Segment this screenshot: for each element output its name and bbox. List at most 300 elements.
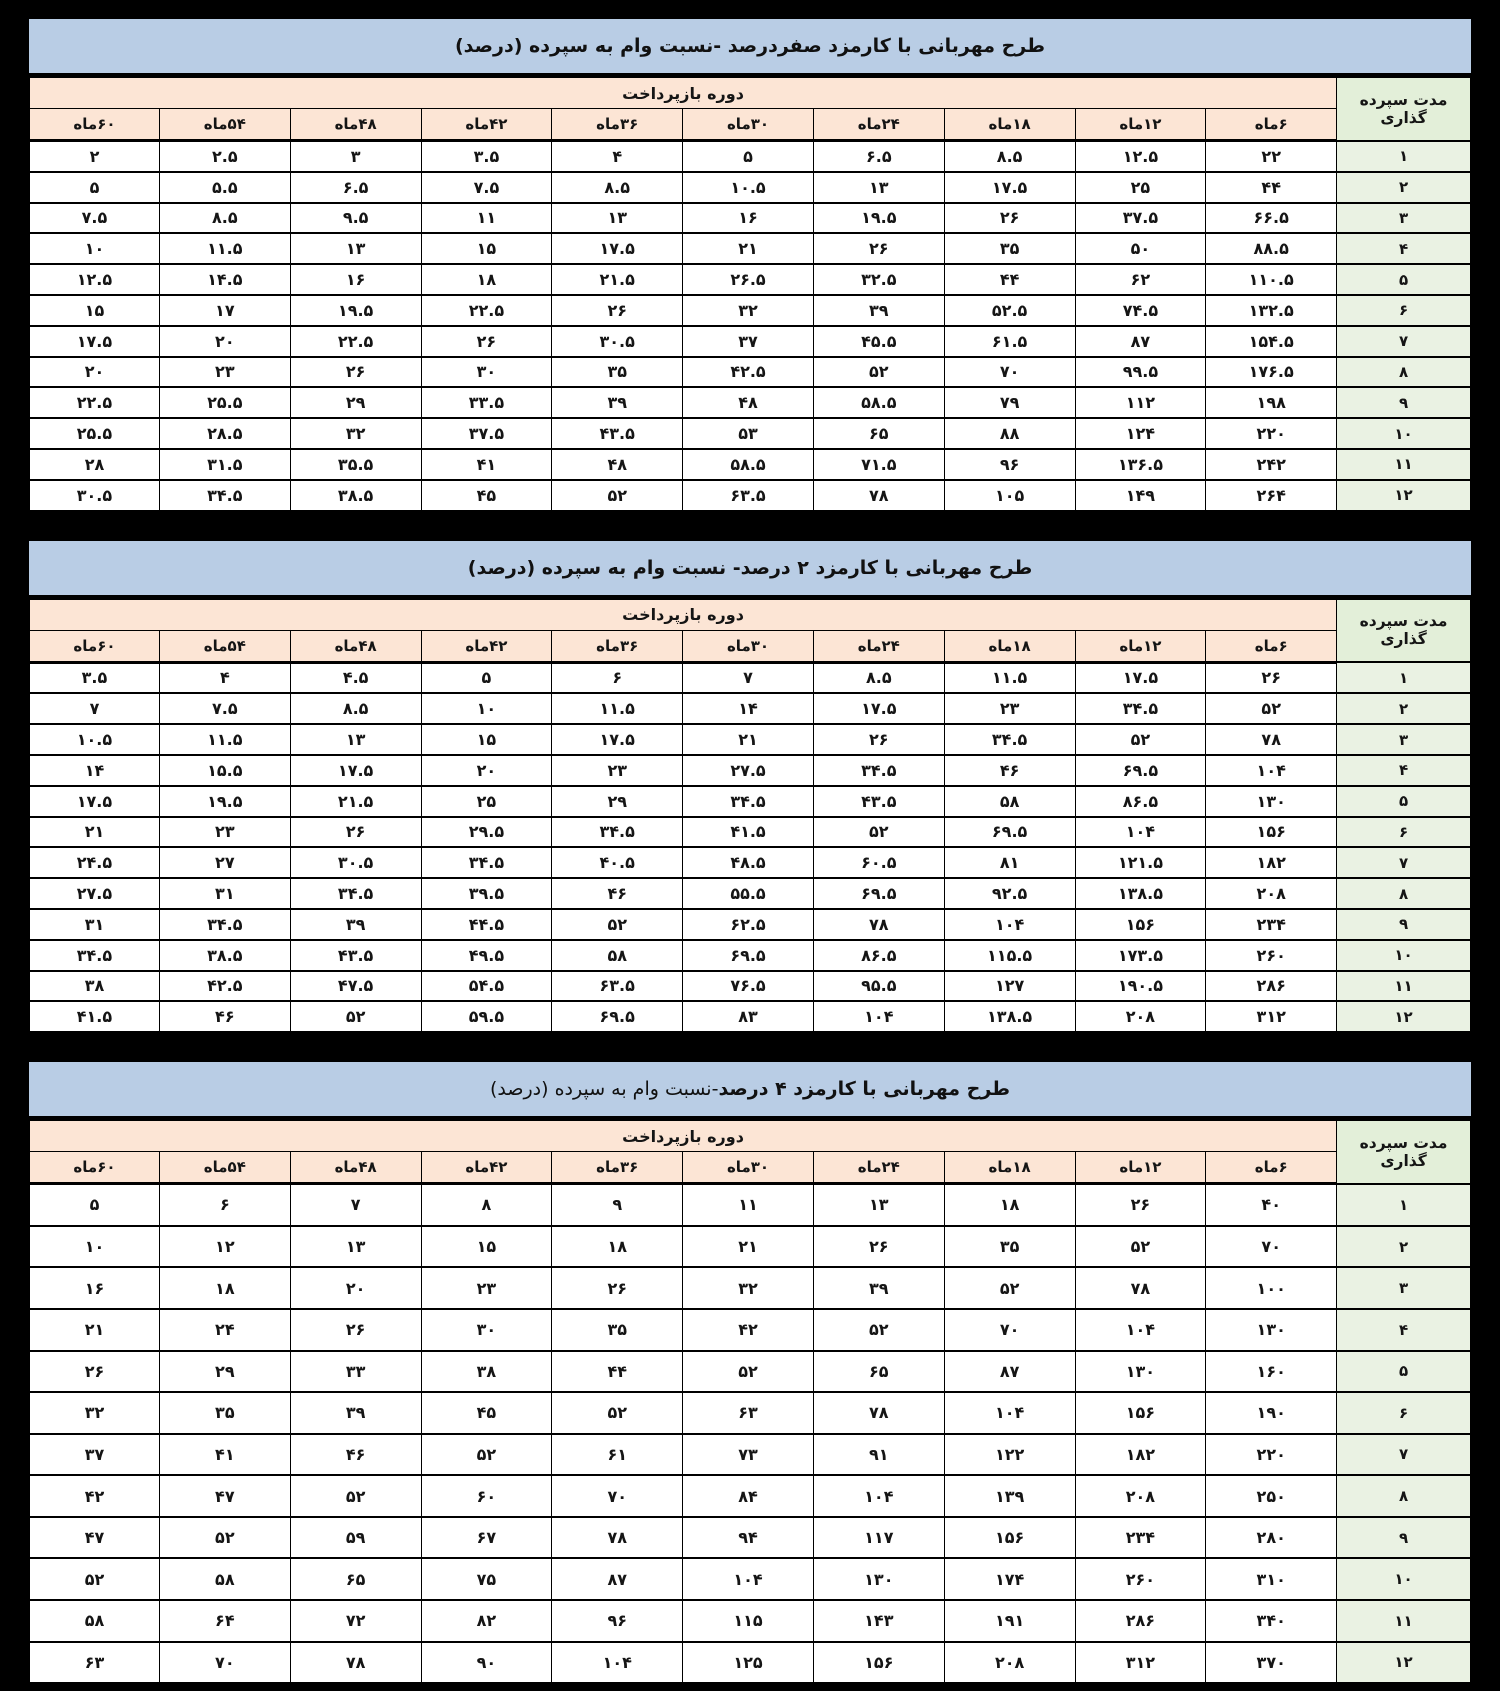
ratio-value-cell: ۳۴.۵ — [552, 817, 683, 848]
ratio-value-cell: ۱۳ — [813, 1184, 944, 1226]
table-row — [29, 233, 1472, 264]
ratio-value-cell: ۵ — [29, 1184, 160, 1226]
ratio-value-cell: ۱۴۳ — [813, 1600, 944, 1642]
ratio-value-cell: ۷۰ — [552, 1475, 683, 1517]
ratio-value-cell: ۲۵ — [421, 786, 552, 817]
header-row-top — [29, 1120, 1472, 1152]
month-column-header: ۶۰ماه — [29, 1152, 160, 1184]
ratio-value-cell: ۱۹۰ — [1206, 1392, 1337, 1434]
ratio-value-cell: ۲۶ — [1206, 662, 1337, 693]
ratio-value-cell: ۷.۵ — [29, 203, 160, 234]
ratio-value-cell: ۷۸ — [1075, 1267, 1206, 1309]
month-column-header: ۴۸ماه — [290, 109, 421, 141]
header-row-top — [29, 77, 1472, 109]
ratio-value-cell: ۴۱.۵ — [683, 817, 814, 848]
ratio-value-cell: ۱۱۵ — [683, 1600, 814, 1642]
month-column-header: ۶۰ماه — [29, 630, 160, 662]
table-body — [29, 662, 1472, 1033]
ratio-value-cell: ۴۴ — [552, 1351, 683, 1393]
loan-to-deposit-table-four-percent — [27, 1118, 1473, 1685]
ratio-value-cell: ۳۴.۵ — [813, 755, 944, 786]
ratio-value-cell: ۲۲۰ — [1206, 1434, 1337, 1476]
ratio-value-cell: ۵۹ — [290, 1517, 421, 1559]
ratio-value-cell: ۱۳۸.۵ — [1075, 878, 1206, 909]
ratio-value-cell: ۴ — [159, 662, 290, 693]
ratio-value-cell: ۳۸.۵ — [159, 940, 290, 971]
table-row — [29, 786, 1472, 817]
deposit-duration-value: ۱۰ — [1337, 1558, 1472, 1600]
ratio-value-cell: ۶۶.۵ — [1206, 203, 1337, 234]
deposit-duration-value: ۹ — [1337, 1517, 1472, 1559]
ratio-value-cell: ۲۶ — [29, 1351, 160, 1393]
deposit-duration-value: ۷ — [1337, 847, 1472, 878]
month-column-header: ۳۰ماه — [683, 109, 814, 141]
ratio-value-cell: ۳۷.۵ — [1075, 203, 1206, 234]
ratio-value-cell: ۱۹.۵ — [813, 203, 944, 234]
table-row — [29, 909, 1472, 940]
ratio-value-cell: ۱۲.۵ — [1075, 141, 1206, 172]
deposit-duration-value: ۱۱ — [1337, 971, 1472, 1002]
ratio-value-cell: ۵۲.۵ — [944, 295, 1075, 326]
table-row — [29, 1267, 1472, 1309]
ratio-value-cell: ۲۴.۵ — [29, 847, 160, 878]
ratio-value-cell: ۳۱ — [29, 909, 160, 940]
ratio-value-cell: ۱۵ — [421, 1226, 552, 1268]
ratio-value-cell: ۸.۵ — [944, 141, 1075, 172]
deposit-duration-value: ۳ — [1337, 724, 1472, 755]
table-row — [29, 295, 1472, 326]
ratio-value-cell: ۶۲.۵ — [683, 909, 814, 940]
ratio-value-cell: ۶.۵ — [290, 172, 421, 203]
ratio-value-cell: ۶۹.۵ — [552, 1001, 683, 1032]
deposit-duration-value: ۴ — [1337, 755, 1472, 786]
ratio-value-cell: ۱۵۶ — [1075, 909, 1206, 940]
table-row — [29, 817, 1472, 848]
deposit-duration-header: مدت سپرده گذاری — [1337, 1120, 1472, 1184]
ratio-value-cell: ۲۰ — [290, 1267, 421, 1309]
ratio-value-cell: ۱۹۰.۵ — [1075, 971, 1206, 1002]
ratio-value-cell: ۳۹ — [813, 1267, 944, 1309]
ratio-value-cell: ۴۴ — [944, 264, 1075, 295]
ratio-value-cell: ۲۶ — [813, 1226, 944, 1268]
ratio-value-cell: ۹.۵ — [290, 203, 421, 234]
ratio-value-cell: ۸.۵ — [813, 662, 944, 693]
deposit-duration-value: ۸ — [1337, 357, 1472, 388]
ratio-value-cell: ۱۲۱.۵ — [1075, 847, 1206, 878]
month-column-header: ۴۸ماه — [290, 1152, 421, 1184]
ratio-value-cell: ۱۷.۵ — [552, 233, 683, 264]
ratio-value-cell: ۱۵ — [421, 724, 552, 755]
ratio-value-cell: ۱۵۴.۵ — [1206, 326, 1337, 357]
month-columns-row — [29, 630, 1472, 662]
ratio-value-cell: ۲۱.۵ — [290, 786, 421, 817]
ratio-value-cell: ۵۸.۵ — [683, 449, 814, 480]
ratio-value-cell: ۱۳۰ — [1206, 1309, 1337, 1351]
ratio-value-cell: ۲۶ — [421, 326, 552, 357]
ratio-value-cell: ۶ — [552, 662, 683, 693]
ratio-value-cell: ۳۷ — [683, 326, 814, 357]
ratio-value-cell: ۳۴.۵ — [159, 909, 290, 940]
ratio-value-cell: ۱۲۵ — [683, 1642, 814, 1684]
ratio-value-cell: ۳۴.۵ — [1075, 693, 1206, 724]
ratio-value-cell: ۷۳ — [683, 1434, 814, 1476]
ratio-value-cell: ۱۸ — [552, 1226, 683, 1268]
loan-to-deposit-table-zero-percent — [27, 75, 1473, 513]
ratio-value-cell: ۱۱ — [683, 1184, 814, 1226]
ratio-value-cell: ۸۷ — [944, 1351, 1075, 1393]
ratio-value-cell: ۶۳ — [683, 1392, 814, 1434]
ratio-value-cell: ۷۱.۵ — [813, 449, 944, 480]
ratio-value-cell: ۵۸ — [944, 786, 1075, 817]
ratio-value-cell: ۴۸ — [552, 449, 683, 480]
table-row — [29, 1001, 1472, 1032]
ratio-value-cell: ۲۲.۵ — [290, 326, 421, 357]
ratio-value-cell: ۶۵ — [813, 1351, 944, 1393]
ratio-value-cell: ۴۲ — [683, 1309, 814, 1351]
ratio-value-cell: ۶۰.۵ — [813, 847, 944, 878]
ratio-value-cell: ۳۴.۵ — [159, 480, 290, 511]
ratio-value-cell: ۷.۵ — [159, 693, 290, 724]
table-row — [29, 357, 1472, 388]
ratio-value-cell: ۴۱ — [159, 1434, 290, 1476]
ratio-value-cell: ۱۲۴ — [1075, 418, 1206, 449]
table-body — [29, 1184, 1472, 1684]
ratio-value-cell: ۱۵۶ — [1206, 817, 1337, 848]
ratio-value-cell: ۲۸۰ — [1206, 1517, 1337, 1559]
table-row — [29, 971, 1472, 1002]
ratio-value-cell: ۱۷.۵ — [290, 755, 421, 786]
ratio-value-cell: ۳۸ — [29, 971, 160, 1002]
ratio-value-cell: ۱۷۶.۵ — [1206, 357, 1337, 388]
table-row — [29, 1434, 1472, 1476]
month-column-header: ۱۸ماه — [944, 1152, 1075, 1184]
ratio-value-cell: ۲۷.۵ — [29, 878, 160, 909]
deposit-duration-value: ۶ — [1337, 817, 1472, 848]
ratio-value-cell: ۹۲.۵ — [944, 878, 1075, 909]
ratio-value-cell: ۲۳ — [159, 817, 290, 848]
ratio-value-cell: ۶۳.۵ — [552, 971, 683, 1002]
month-column-header: ۵۴ماه — [159, 109, 290, 141]
ratio-value-cell: ۵۲ — [552, 909, 683, 940]
ratio-value-cell: ۳۳.۵ — [421, 387, 552, 418]
ratio-value-cell: ۴۴.۵ — [421, 909, 552, 940]
ratio-value-cell: ۱۷.۵ — [29, 326, 160, 357]
ratio-value-cell: ۱۷۴ — [944, 1558, 1075, 1600]
ratio-value-cell: ۲۲.۵ — [421, 295, 552, 326]
ratio-value-cell: ۱۵۶ — [1075, 1392, 1206, 1434]
ratio-value-cell: ۳۲ — [683, 1267, 814, 1309]
table-row — [29, 1600, 1472, 1642]
table-title-two-percent — [27, 539, 1473, 597]
ratio-value-cell: ۴۱.۵ — [29, 1001, 160, 1032]
ratio-value-cell: ۱۵۶ — [813, 1642, 944, 1684]
ratio-value-cell: ۲۶ — [290, 357, 421, 388]
table-section-two-percent — [27, 539, 1473, 1035]
ratio-value-cell: ۱۶ — [29, 1267, 160, 1309]
ratio-value-cell: ۳۹ — [813, 295, 944, 326]
ratio-value-cell: ۴۵ — [421, 1392, 552, 1434]
ratio-value-cell: ۲۳ — [552, 755, 683, 786]
month-column-header: ۱۸ماه — [944, 109, 1075, 141]
ratio-value-cell: ۱۶ — [290, 264, 421, 295]
ratio-value-cell: ۵.۵ — [159, 172, 290, 203]
deposit-duration-value: ۷ — [1337, 1434, 1472, 1476]
table-section-zero-percent — [27, 17, 1473, 513]
ratio-value-cell: ۷۰ — [944, 357, 1075, 388]
month-column-header: ۳۶ماه — [552, 109, 683, 141]
table-section-four-percent — [27, 1060, 1473, 1685]
ratio-value-cell: ۳ — [290, 141, 421, 172]
ratio-value-cell: ۳۹ — [290, 1392, 421, 1434]
ratio-value-cell: ۵۲ — [813, 817, 944, 848]
ratio-value-cell: ۸۸.۵ — [1206, 233, 1337, 264]
deposit-duration-value: ۴ — [1337, 1309, 1472, 1351]
deposit-duration-value: ۱۱ — [1337, 1600, 1472, 1642]
ratio-value-cell: ۷۵ — [421, 1558, 552, 1600]
ratio-value-cell: ۱۱۷ — [813, 1517, 944, 1559]
ratio-value-cell: ۱۹۸ — [1206, 387, 1337, 418]
deposit-duration-value: ۳ — [1337, 203, 1472, 234]
ratio-value-cell: ۵۲ — [1206, 693, 1337, 724]
month-column-header: ۴۲ماه — [421, 109, 552, 141]
ratio-value-cell: ۱۸۲ — [1206, 847, 1337, 878]
ratio-value-cell: ۲۶ — [552, 295, 683, 326]
ratio-value-cell: ۱۴ — [29, 755, 160, 786]
ratio-value-cell: ۲۱ — [29, 1309, 160, 1351]
table-row — [29, 418, 1472, 449]
table-title-text: طرح مهربانی با کارمزد ۴ درصد — [718, 1078, 1011, 1101]
table-row — [29, 480, 1472, 511]
ratio-value-cell: ۵۸.۵ — [813, 387, 944, 418]
ratio-value-cell: ۱۳ — [290, 1226, 421, 1268]
ratio-value-cell: ۲۲۰ — [1206, 418, 1337, 449]
ratio-value-cell: ۷.۵ — [421, 172, 552, 203]
ratio-value-cell: ۲۶۰ — [1075, 1558, 1206, 1600]
ratio-value-cell: ۱۰۴ — [552, 1642, 683, 1684]
ratio-value-cell: ۳۰ — [421, 357, 552, 388]
ratio-value-cell: ۱۰۴ — [813, 1001, 944, 1032]
ratio-value-cell: ۲۰ — [159, 326, 290, 357]
deposit-duration-value: ۹ — [1337, 909, 1472, 940]
ratio-value-cell: ۲۱ — [683, 233, 814, 264]
table-row — [29, 141, 1472, 172]
ratio-value-cell: ۲۲ — [1206, 141, 1337, 172]
deposit-duration-value: ۵ — [1337, 786, 1472, 817]
deposit-duration-value: ۱ — [1337, 141, 1472, 172]
ratio-value-cell: ۴۶ — [290, 1434, 421, 1476]
ratio-value-cell: ۵۲ — [290, 1475, 421, 1517]
deposit-duration-value: ۲ — [1337, 172, 1472, 203]
ratio-value-cell: ۷۸ — [552, 1517, 683, 1559]
ratio-value-cell: ۳۴.۵ — [290, 878, 421, 909]
ratio-value-cell: ۵۲ — [1075, 1226, 1206, 1268]
ratio-value-cell: ۱۹۱ — [944, 1600, 1075, 1642]
ratio-value-cell: ۳۱۲ — [1206, 1001, 1337, 1032]
ratio-value-cell: ۷۰ — [159, 1642, 290, 1684]
ratio-value-cell: ۳۵ — [552, 357, 683, 388]
ratio-value-cell: ۲۱.۵ — [552, 264, 683, 295]
ratio-value-cell: ۴۲.۵ — [159, 971, 290, 1002]
ratio-value-cell: ۱۱.۵ — [944, 662, 1075, 693]
table-row — [29, 1475, 1472, 1517]
ratio-value-cell: ۶۰ — [421, 1475, 552, 1517]
ratio-value-cell: ۲۷ — [159, 847, 290, 878]
ratio-value-cell: ۳۰.۵ — [29, 480, 160, 511]
table-row — [29, 387, 1472, 418]
table-row — [29, 172, 1472, 203]
ratio-value-cell: ۱۰۴ — [1075, 1309, 1206, 1351]
ratio-value-cell: ۹۴ — [683, 1517, 814, 1559]
ratio-value-cell: ۱۰۰ — [1206, 1267, 1337, 1309]
ratio-value-cell: ۹۰ — [421, 1642, 552, 1684]
ratio-value-cell: ۳۱ — [159, 878, 290, 909]
ratio-value-cell: ۱۰۴ — [1075, 817, 1206, 848]
ratio-value-cell: ۱۰۴ — [813, 1475, 944, 1517]
ratio-value-cell: ۶۹.۵ — [813, 878, 944, 909]
ratio-value-cell: ۱۳ — [290, 724, 421, 755]
deposit-duration-value: ۱۲ — [1337, 1642, 1472, 1684]
month-columns-row — [29, 1152, 1472, 1184]
month-column-header: ۳۰ماه — [683, 1152, 814, 1184]
header-row-top — [29, 598, 1472, 630]
ratio-value-cell: ۵۲ — [290, 1001, 421, 1032]
deposit-duration-value: ۷ — [1337, 326, 1472, 357]
table-row — [29, 755, 1472, 786]
ratio-value-cell: ۳۳ — [290, 1351, 421, 1393]
ratio-value-cell: ۴۲.۵ — [683, 357, 814, 388]
ratio-value-cell: ۴۷ — [159, 1475, 290, 1517]
ratio-value-cell: ۷ — [290, 1184, 421, 1226]
ratio-value-cell: ۱۳۰ — [1206, 786, 1337, 817]
ratio-value-cell: ۱۲ — [159, 1226, 290, 1268]
ratio-value-cell: ۳۲ — [683, 295, 814, 326]
ratio-value-cell: ۷۸ — [1206, 724, 1337, 755]
ratio-value-cell: ۳۴.۵ — [944, 724, 1075, 755]
deposit-duration-value: ۹ — [1337, 387, 1472, 418]
deposit-duration-value: ۶ — [1337, 295, 1472, 326]
ratio-value-cell: ۲۶۰ — [1206, 940, 1337, 971]
table-row — [29, 878, 1472, 909]
table-row — [29, 264, 1472, 295]
ratio-value-cell: ۴۷ — [29, 1517, 160, 1559]
ratio-value-cell: ۶ — [159, 1184, 290, 1226]
ratio-value-cell: ۱۰۴ — [1206, 755, 1337, 786]
ratio-value-cell: ۱۸ — [159, 1267, 290, 1309]
month-column-header: ۲۴ماه — [813, 630, 944, 662]
ratio-value-cell: ۹۹.۵ — [1075, 357, 1206, 388]
ratio-value-cell: ۱۵ — [421, 233, 552, 264]
deposit-duration-value: ۱ — [1337, 1184, 1472, 1226]
ratio-value-cell: ۵۲ — [944, 1267, 1075, 1309]
table-title-zero-percent — [27, 17, 1473, 75]
ratio-value-cell: ۶۱ — [552, 1434, 683, 1476]
ratio-value-cell: ۲۱ — [29, 817, 160, 848]
ratio-value-cell: ۴۶ — [159, 1001, 290, 1032]
table-row — [29, 1392, 1472, 1434]
ratio-value-cell: ۵۲ — [813, 357, 944, 388]
deposit-duration-value: ۱۰ — [1337, 418, 1472, 449]
ratio-value-cell: ۶۷ — [421, 1517, 552, 1559]
ratio-value-cell: ۶۵ — [813, 418, 944, 449]
ratio-value-cell: ۲۳ — [944, 693, 1075, 724]
table-title-text: طرح مهربانی با کارمزد ۲ درصد- نسبت وام به سپرده (درصد) — [467, 556, 1033, 579]
deposit-duration-value: ۸ — [1337, 878, 1472, 909]
ratio-value-cell: ۴.۵ — [290, 662, 421, 693]
ratio-value-cell: ۱۰۴ — [683, 1558, 814, 1600]
ratio-value-cell: ۱۷.۵ — [1075, 662, 1206, 693]
table-row — [29, 1351, 1472, 1393]
ratio-value-cell: ۵ — [683, 141, 814, 172]
ratio-value-cell: ۴۶ — [552, 878, 683, 909]
ratio-value-cell: ۴۵ — [421, 480, 552, 511]
ratio-value-cell: ۲۹.۵ — [421, 817, 552, 848]
ratio-value-cell: ۶۴ — [159, 1600, 290, 1642]
ratio-value-cell: ۲۶ — [944, 203, 1075, 234]
ratio-value-cell: ۱۳۰ — [1075, 1351, 1206, 1393]
ratio-value-cell: ۲۰۸ — [1075, 1475, 1206, 1517]
ratio-value-cell: ۱۰۴ — [944, 1392, 1075, 1434]
ratio-value-cell: ۷۰ — [944, 1309, 1075, 1351]
ratio-value-cell: ۳.۵ — [421, 141, 552, 172]
ratio-value-cell: ۲۰۸ — [1075, 1001, 1206, 1032]
ratio-value-cell: ۱۰ — [29, 1226, 160, 1268]
ratio-value-cell: ۵۸ — [159, 1558, 290, 1600]
table-row — [29, 1184, 1472, 1226]
ratio-value-cell: ۴۵.۵ — [813, 326, 944, 357]
ratio-value-cell: ۱۰۴ — [944, 909, 1075, 940]
ratio-value-cell: ۸.۵ — [552, 172, 683, 203]
ratio-value-cell: ۲۶.۵ — [683, 264, 814, 295]
ratio-value-cell: ۷۴.۵ — [1075, 295, 1206, 326]
ratio-value-cell: ۹۵.۵ — [813, 971, 944, 1002]
ratio-value-cell: ۱۱ — [421, 203, 552, 234]
ratio-value-cell: ۵۲ — [159, 1517, 290, 1559]
ratio-value-cell: ۱۰ — [421, 693, 552, 724]
ratio-value-cell: ۸۱ — [944, 847, 1075, 878]
ratio-value-cell: ۱۳ — [552, 203, 683, 234]
ratio-value-cell: ۷۸ — [813, 1392, 944, 1434]
month-columns-row — [29, 109, 1472, 141]
ratio-value-cell: ۱۵۶ — [944, 1517, 1075, 1559]
ratio-value-cell: ۲۹ — [290, 387, 421, 418]
ratio-value-cell: ۱۷.۵ — [944, 172, 1075, 203]
ratio-value-cell: ۸۳ — [683, 1001, 814, 1032]
ratio-value-cell: ۳۹.۵ — [421, 878, 552, 909]
ratio-value-cell: ۱۲.۵ — [29, 264, 160, 295]
ratio-value-cell: ۳۷.۵ — [421, 418, 552, 449]
ratio-value-cell: ۲۳ — [421, 1267, 552, 1309]
ratio-value-cell: ۵۸ — [29, 1600, 160, 1642]
ratio-value-cell: ۷۲ — [290, 1600, 421, 1642]
ratio-value-cell: ۴۴ — [1206, 172, 1337, 203]
ratio-value-cell: ۶۵ — [290, 1558, 421, 1600]
ratio-value-cell: ۱۷۳.۵ — [1075, 940, 1206, 971]
ratio-value-cell: ۵۲ — [683, 1351, 814, 1393]
ratio-value-cell: ۶۱.۵ — [944, 326, 1075, 357]
ratio-value-cell: ۲۳ — [159, 357, 290, 388]
table-row — [29, 449, 1472, 480]
loan-to-deposit-table-two-percent — [27, 597, 1473, 1035]
ratio-value-cell: ۱۰ — [29, 233, 160, 264]
deposit-duration-value: ۵ — [1337, 264, 1472, 295]
month-column-header: ۲۴ماه — [813, 1152, 944, 1184]
ratio-value-cell: ۶۹.۵ — [1075, 755, 1206, 786]
ratio-value-cell: ۹۶ — [944, 449, 1075, 480]
ratio-value-cell: ۵۸ — [552, 940, 683, 971]
ratio-value-cell: ۱۷ — [159, 295, 290, 326]
ratio-value-cell: ۲۰ — [421, 755, 552, 786]
deposit-duration-value: ۶ — [1337, 1392, 1472, 1434]
